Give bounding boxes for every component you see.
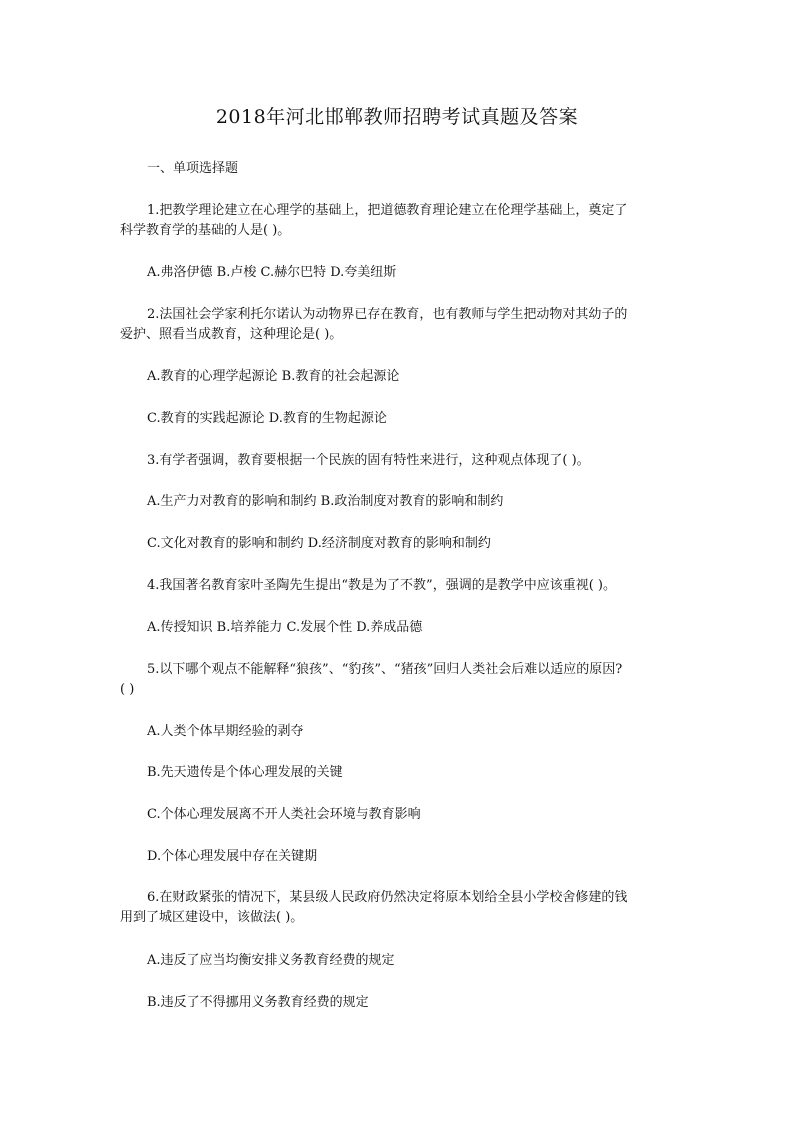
question-3-options-a-b: A.生产力对教育的影响和制约 B.政治制度对教育的影响和制约 <box>147 494 504 509</box>
question-3-stem: 3.有学者强调，教育要根据一个民族的固有特性来进行，这种观点体现了( )。 <box>147 453 590 468</box>
question-5-stem-line-2: ( ) <box>120 682 135 697</box>
section-heading: 一、单项选择题 <box>147 161 239 176</box>
question-2-options-c-d: C.教育的实践起源论 D.教育的生物起源论 <box>147 411 387 426</box>
question-1-stem-line-1: 1.把教学理论建立在心理学的基础上，把道德教育理论建立在伦理学基础上，奠定了 <box>147 203 628 218</box>
question-3-options-c-d: C.文化对教育的影响和制约 D.经济制度对教育的影响和制约 <box>147 536 491 551</box>
question-6-option-b: B.违反了不得挪用义务教育经费的规定 <box>147 995 369 1010</box>
question-5-option-a: A.人类个体早期经验的剥夺 <box>147 724 304 739</box>
question-6-stem-line-2: 用到了城区建设中，该做法( )。 <box>120 910 304 925</box>
question-2-options-a-b: A.教育的心理学起源论 B.教育的社会起源论 <box>147 369 400 384</box>
question-6-stem-line-1: 6.在财政紧张的情况下，某县级人民政府仍然决定将原本划给全县小学校舍修建的钱 <box>147 890 628 905</box>
question-5-option-d: D.个体心理发展中存在关键期 <box>147 849 318 864</box>
question-1-options: A.弗洛伊德 B.卢梭 C.赫尔巴特 D.夸美纽斯 <box>147 265 397 280</box>
question-2-stem-line-2: 爱护、照看当成教育，这种理论是( )。 <box>120 327 343 342</box>
question-4-options: A.传授知识 B.培养能力 C.发展个性 D.养成品德 <box>147 620 423 635</box>
document-title: 2018年河北邯郸教师招聘考试真题及答案 <box>215 106 579 128</box>
question-2-stem-line-1: 2.法国社会学家利托尔诺认为动物界已存在教育，也有教师与学生把动物对其幼子的 <box>147 307 628 322</box>
question-6-option-a: A.违反了应当均衡安排义务教育经费的规定 <box>147 953 395 968</box>
question-5-option-b: B.先天遗传是个体心理发展的关键 <box>147 765 343 780</box>
question-5-option-c: C.个体心理发展离不开人类社会环境与教育影响 <box>147 807 421 822</box>
question-4-stem: 4.我国著名教育家叶圣陶先生提出“教是为了不教”，强调的是教学中应该重视( )。 <box>147 578 616 593</box>
question-1-stem-line-2: 科学教育学的基础的人是( )。 <box>120 223 291 238</box>
question-5-stem-line-1: 5.以下哪个观点不能解释“狼孩”、“豹孩”、“猪孩”回归人类社会后难以适应的原因? <box>147 662 623 677</box>
